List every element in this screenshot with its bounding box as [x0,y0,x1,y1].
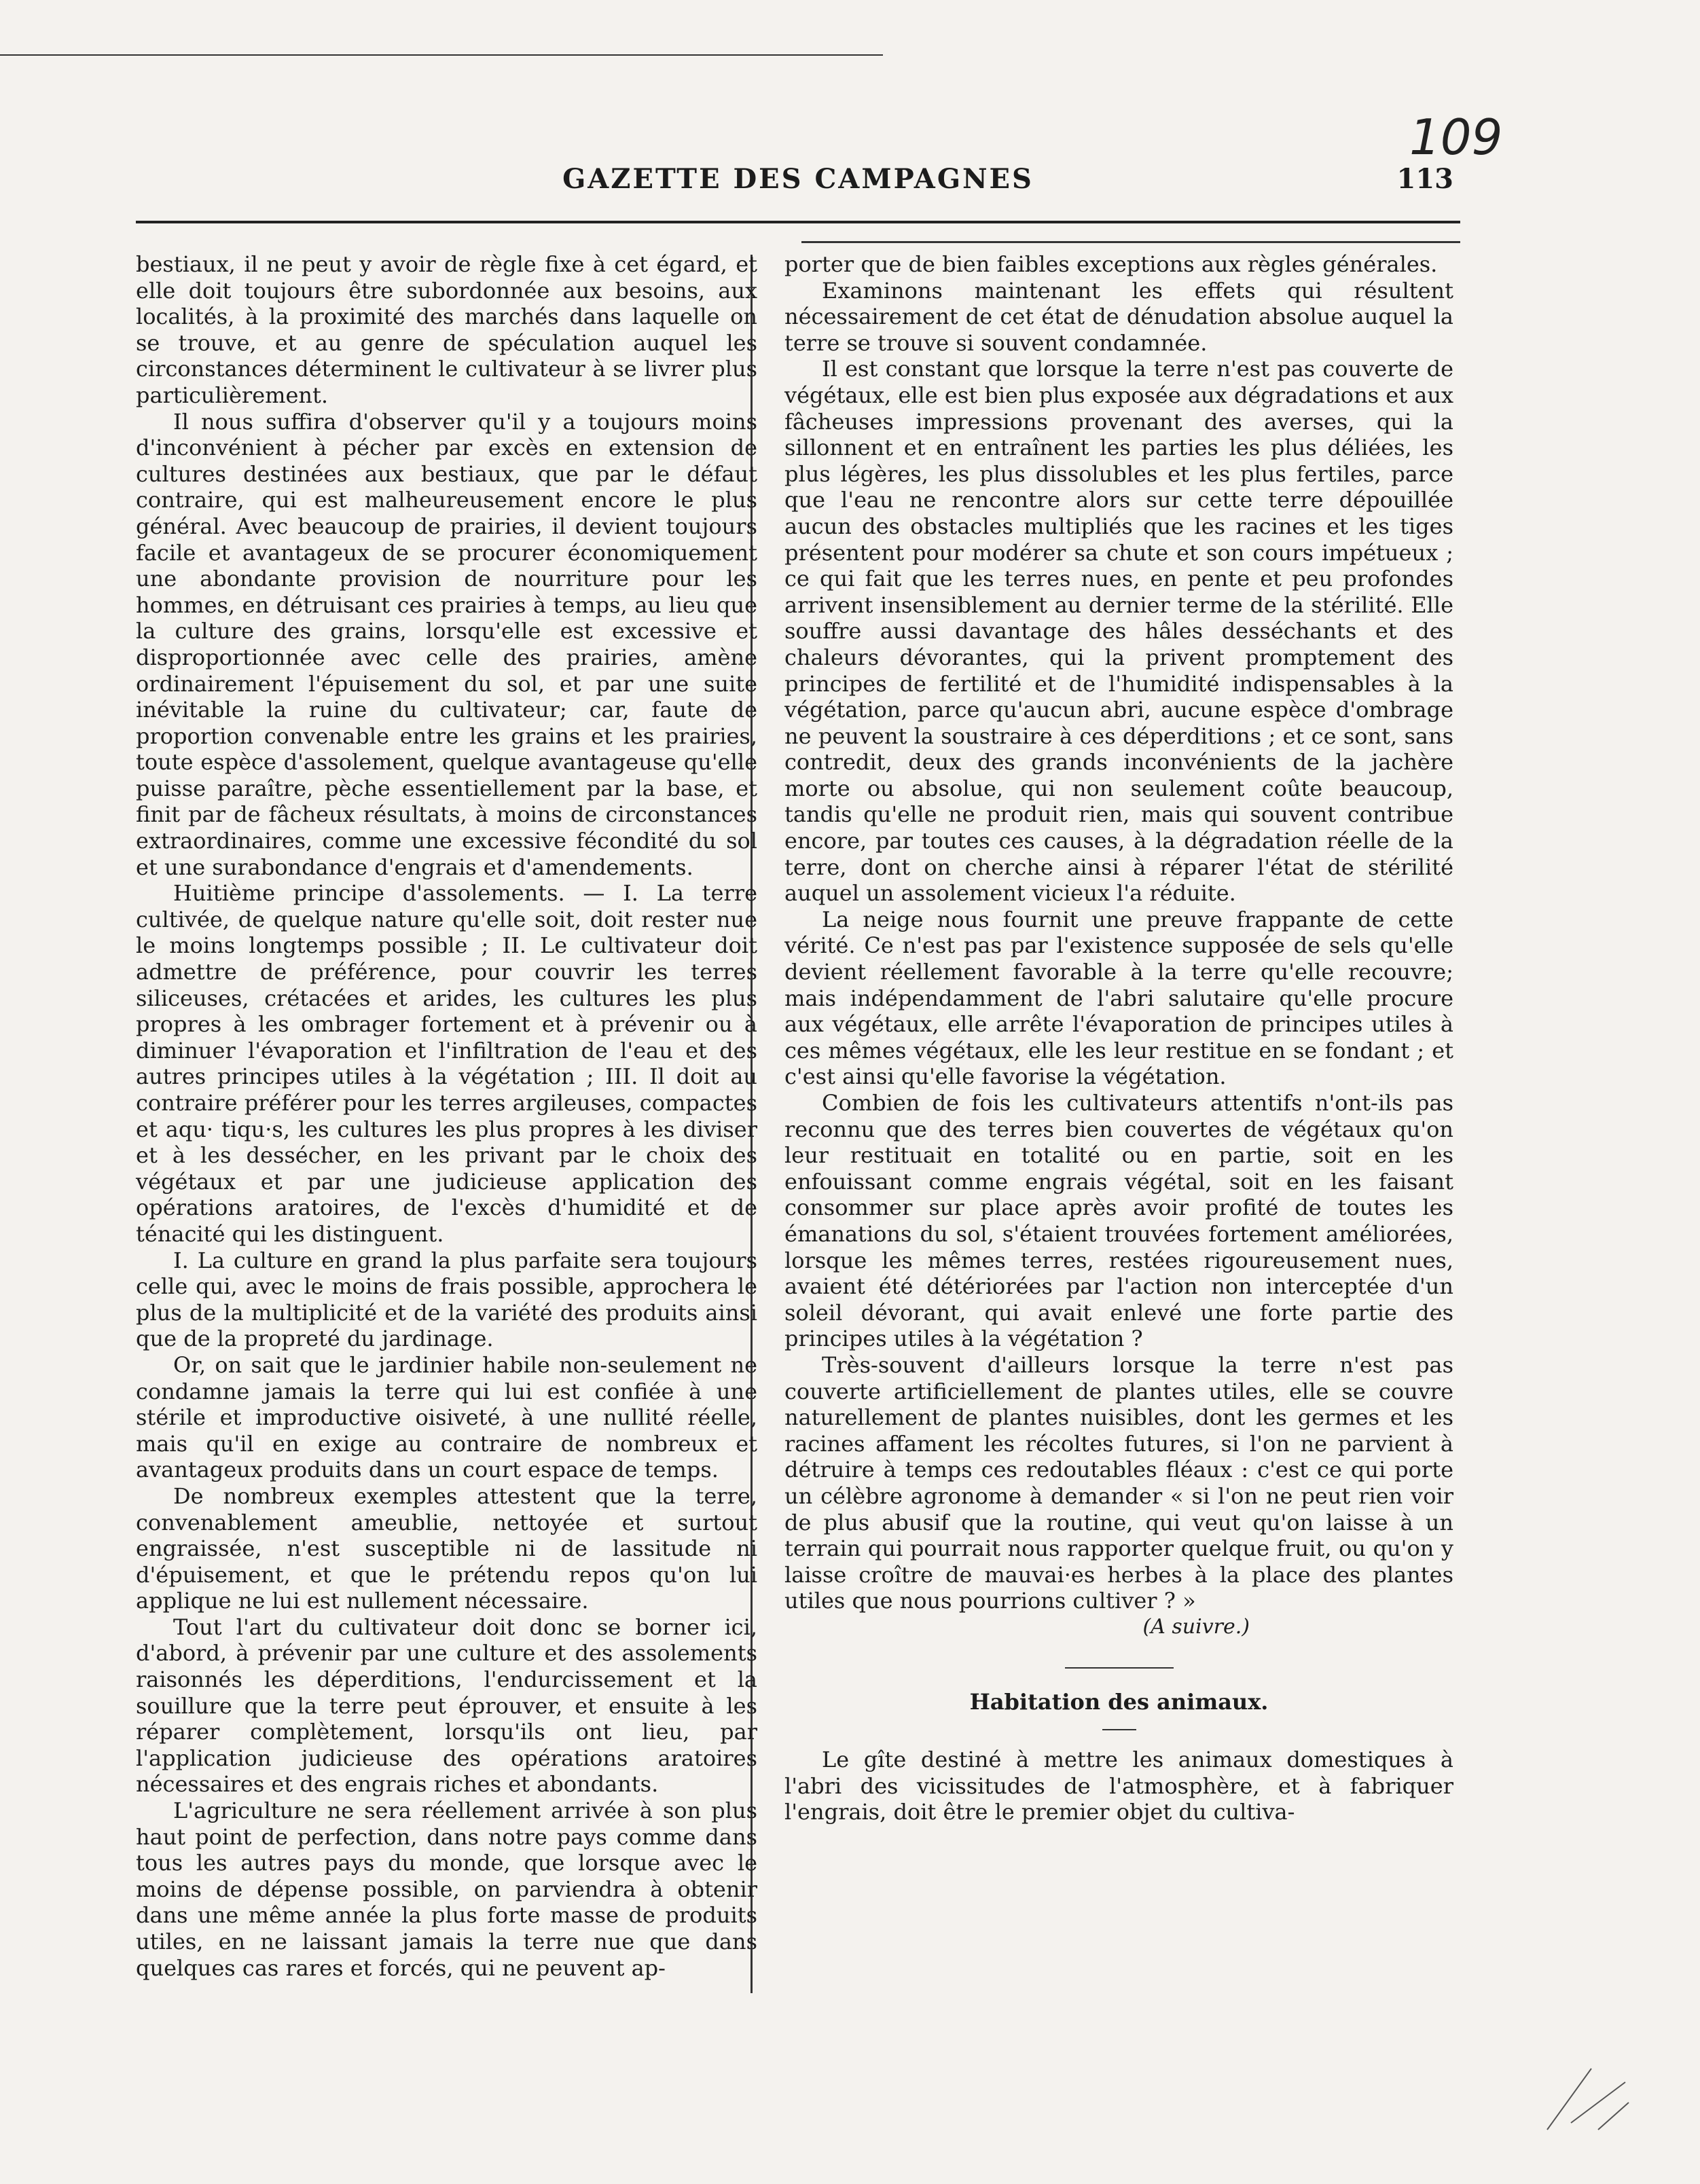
printed-page-number: 113 [1396,163,1453,195]
section-title: Habitation des animaux. [969,1689,1269,1715]
header-rule-secondary [801,241,1460,243]
paragraph: bestiaux, il ne peut y avoir de règle fixe à cet égard, et elle doit toujours être subordonnée aux besoins, aux localités, à la proximité des marchés dans laquelle on se trouve, et au genre de spéculation auquel les circonstances déterminent le cultivateur à se livrer plus particulièrement. [136,251,757,408]
paragraph: porter que de bien faibles exceptions aux règles générales. [784,251,1438,277]
handwritten-page-number: 109 [1409,109,1503,166]
section-separator [1065,1667,1174,1669]
margin-scribble-icon [1544,2055,1632,2136]
paragraph: Il est constant que lorsque la terre n'est pas couverte de végétaux, elle est bien plus exposée aux dégradations et aux fâcheuses impressions provenant des averses, qui la sillonnent et en entraînent les parties les plus déliées, les plus légères, les plus dissolubles et les plus fertiles, parce que l'eau ne rencontre alors sur cette terre dépouillée aucun des obstacles multipliés que les racines et les tiges présentent pour modérer sa chute et son cours impétueux ; ce qui fait que les terres nues, en pente et peu profondes arrivent insensiblement au dernier terme de la stérilité. Elle souffre aussi davantage des hâles desséchants et des chaleurs dévorantes, qui la privent promptement des principes de fertilité et de l'humidité indispensables à la végétation, parce qu'aucun abri, aucune espèce d'ombrage ne peuvent la soustraire à ces déperditions ; et ce sont, sans contredit, deux des grands inconvénients de la jachère morte ou absolue, qui non seulement coûte beaucoup, tandis qu'elle ne produit rien, mais qui souvent contribue encore, par toutes ces causes, à la dégradation réelle de la terre, dont on cherche ainsi à réparer l'état de stérilité auquel un assolement vicieux l'a réduite. [784,356,1453,907]
gazette-title: GAZETTE DES CAMPAGNES [562,163,1034,195]
a-suivre-note: (A suivre.) [1142,1614,1250,1639]
left-column [136,251,757,1981]
top-rule [0,54,883,56]
title-dash [1102,1729,1136,1730]
paragraph: Le gîte destiné à mettre les animaux domestiques à l'abri des vicissitudes de l'atmosphère, et à fabriquer l'engrais, doit être le premier objet du cultiva- [784,1747,1453,1825]
paragraph: Or, on sait que le jardinier habile non-seulement ne condamne jamais la terre qui lui est confiée à une stérile et improductive oisiveté, à une nullité réelle, mais qu'il en exige au contraire de nombreux et avantageux produits dans un court espace de temps. [136,1351,757,1483]
paragraph: Huitième principe d'assolements. — I. La terre cultivée, de quelque nature qu'elle soit, doit rester nue le moins longtemps possible ; II. Le cultivateur doit admettre de préférence, pour couvrir les terres siliceuses, crétacées et arides, les cultures les plus propres à les ombrager fortement et à prévenir ou à diminuer l'évaporation et l'infiltration de l'eau et des autres principes utiles à la végétation ; III. Il doit au contraire préférer pour les terres argileuses, compactes et aqu· tiqu·s, les cultures les plus propres à les diviser et à les dessécher, en les privant par le choix des végétaux et par une judicieuse application des opérations aratoires, de l'excès d'humidité et de ténacité qui les distinguent. [136,880,757,1247]
page-header [136,163,1460,211]
paragraph: Très-souvent d'ailleurs lorsque la terre n'est pas couverte artificiellement de plantes utiles, elle se couvre naturellement de plantes nuisibles, dont les germes et les racines affament les récoltes futures, si l'on ne parvient à détruire à temps ces redoutables fléaux : c'est ce qui porte un célèbre agronome à demander « si l'on ne peut rien voir de plus abusif que la routine, qui veut qu'on laisse à un terrain qui pourrait nous rapporter quelque fruit, ou qu'on y laisse croître de mauvai·es herbes à la place des plantes utiles que nous pourrions cultiver ? » [784,1351,1453,1614]
paragraph: La neige nous fournit une preuve frappante de cette vérité. Ce n'est pas par l'existence supposée de sels qu'elle devient réellement favorable à la terre qu'elle recouvre; mais indépendamment de l'abri salutaire qu'elle procure aux végétaux, elle arrête l'évaporation de principes utiles à ces mêmes végétaux, elle les leur restitue en se fondant ; et c'est ainsi qu'elle favorise la végétation. [784,906,1453,1090]
paragraph: L'agriculture ne sera réellement arrivée à son plus haut point de perfection, dans notre pays comme dans tous les autres pays du monde, que lorsque avec le moins de dépense possible, on parviendra à obtenir dans une même année la plus forte masse de produits utiles, en ne laissant jamais la terre nue que dans quelques cas rares et forcés, qui ne peuvent ap- [136,1798,757,1981]
paragraph: Combien de fois les cultivateurs attentifs n'ont-ils pas reconnu que des terres bien couvertes de végétaux qu'on leur restituait en totalité ou en partie, soit en les enfouissant comme engrais végétal, soit en les faisant consommer sur place après avoir profité de toutes les émanations du sol, s'étaient trouvées fortement améliorées, lorsque les mêmes terres, restées rigoureusement nues, avaient été détériorées par l'action non interceptée d'un soleil dévorant, qui avait enlevé une forte partie des principes utiles à la végétation ? [784,1090,1453,1352]
paragraph: De nombreux exemples attestent que la terre, convenablement ameublie, nettoyée et surtout engraissée, n'est susceptible ni de lassitude ni d'épuisement, et que le prétendu repos qu'on lui applique ne lui est nullement nécessaire. [136,1482,757,1614]
paragraph: Examinons maintenant les effets qui résultent nécessairement de cet état de dénudation absolue auquel la terre se trouve si souvent condamnée. [784,277,1453,356]
paragraph: I. La culture en grand la plus parfaite sera toujours celle qui, avec le moins de frais possible, approchera le plus de la multiplicité et de la variété des produits ainsi que de la propreté du jardinage. [136,1247,757,1352]
paragraph: Tout l'art du cultivateur doit donc se borner ici, d'abord, à prévenir par une culture et des assolements raisonnés les déperditions, l'endurcissement et la souillure que la terre peut éprouver, et ensuite à les réparer complètement, lorsqu'ils ont lieu, par l'application judicieuse des opérations aratoires nécessaires et des engrais riches et abondants. [136,1614,757,1798]
right-column [784,251,1453,1825]
header-rule [136,221,1460,223]
paragraph: Il nous suffira d'observer qu'il y a toujours moins d'inconvénient à pécher par excès en extension de cultures destinées aux bestiaux, que par le défaut contraire, qui est malheureusement encore le plus général. Avec beaucoup de prairies, il devient toujours facile et avantageux de se procurer économiquement une abondante provision de nourriture pour les hommes, en détruisant ces prairies à temps, au lieu que la culture des grains, lorsqu'elle est excessive et disproportionnée avec celle des prairies, amène ordinairement l'épuisement du sol, et par une suite inévitable la ruine du cultivateur; car, faute de proportion convenable entre les grains et les prairies, toute espèce d'assolement, quelque avantageuse qu'elle puisse paraître, pèche essentiellement par la base, et finit par de fâcheux résultats, à moins de circonstances extraordinaires, comme une excessive fécondité du sol et une surabondance d'engrais et d'amendements. [136,408,757,880]
